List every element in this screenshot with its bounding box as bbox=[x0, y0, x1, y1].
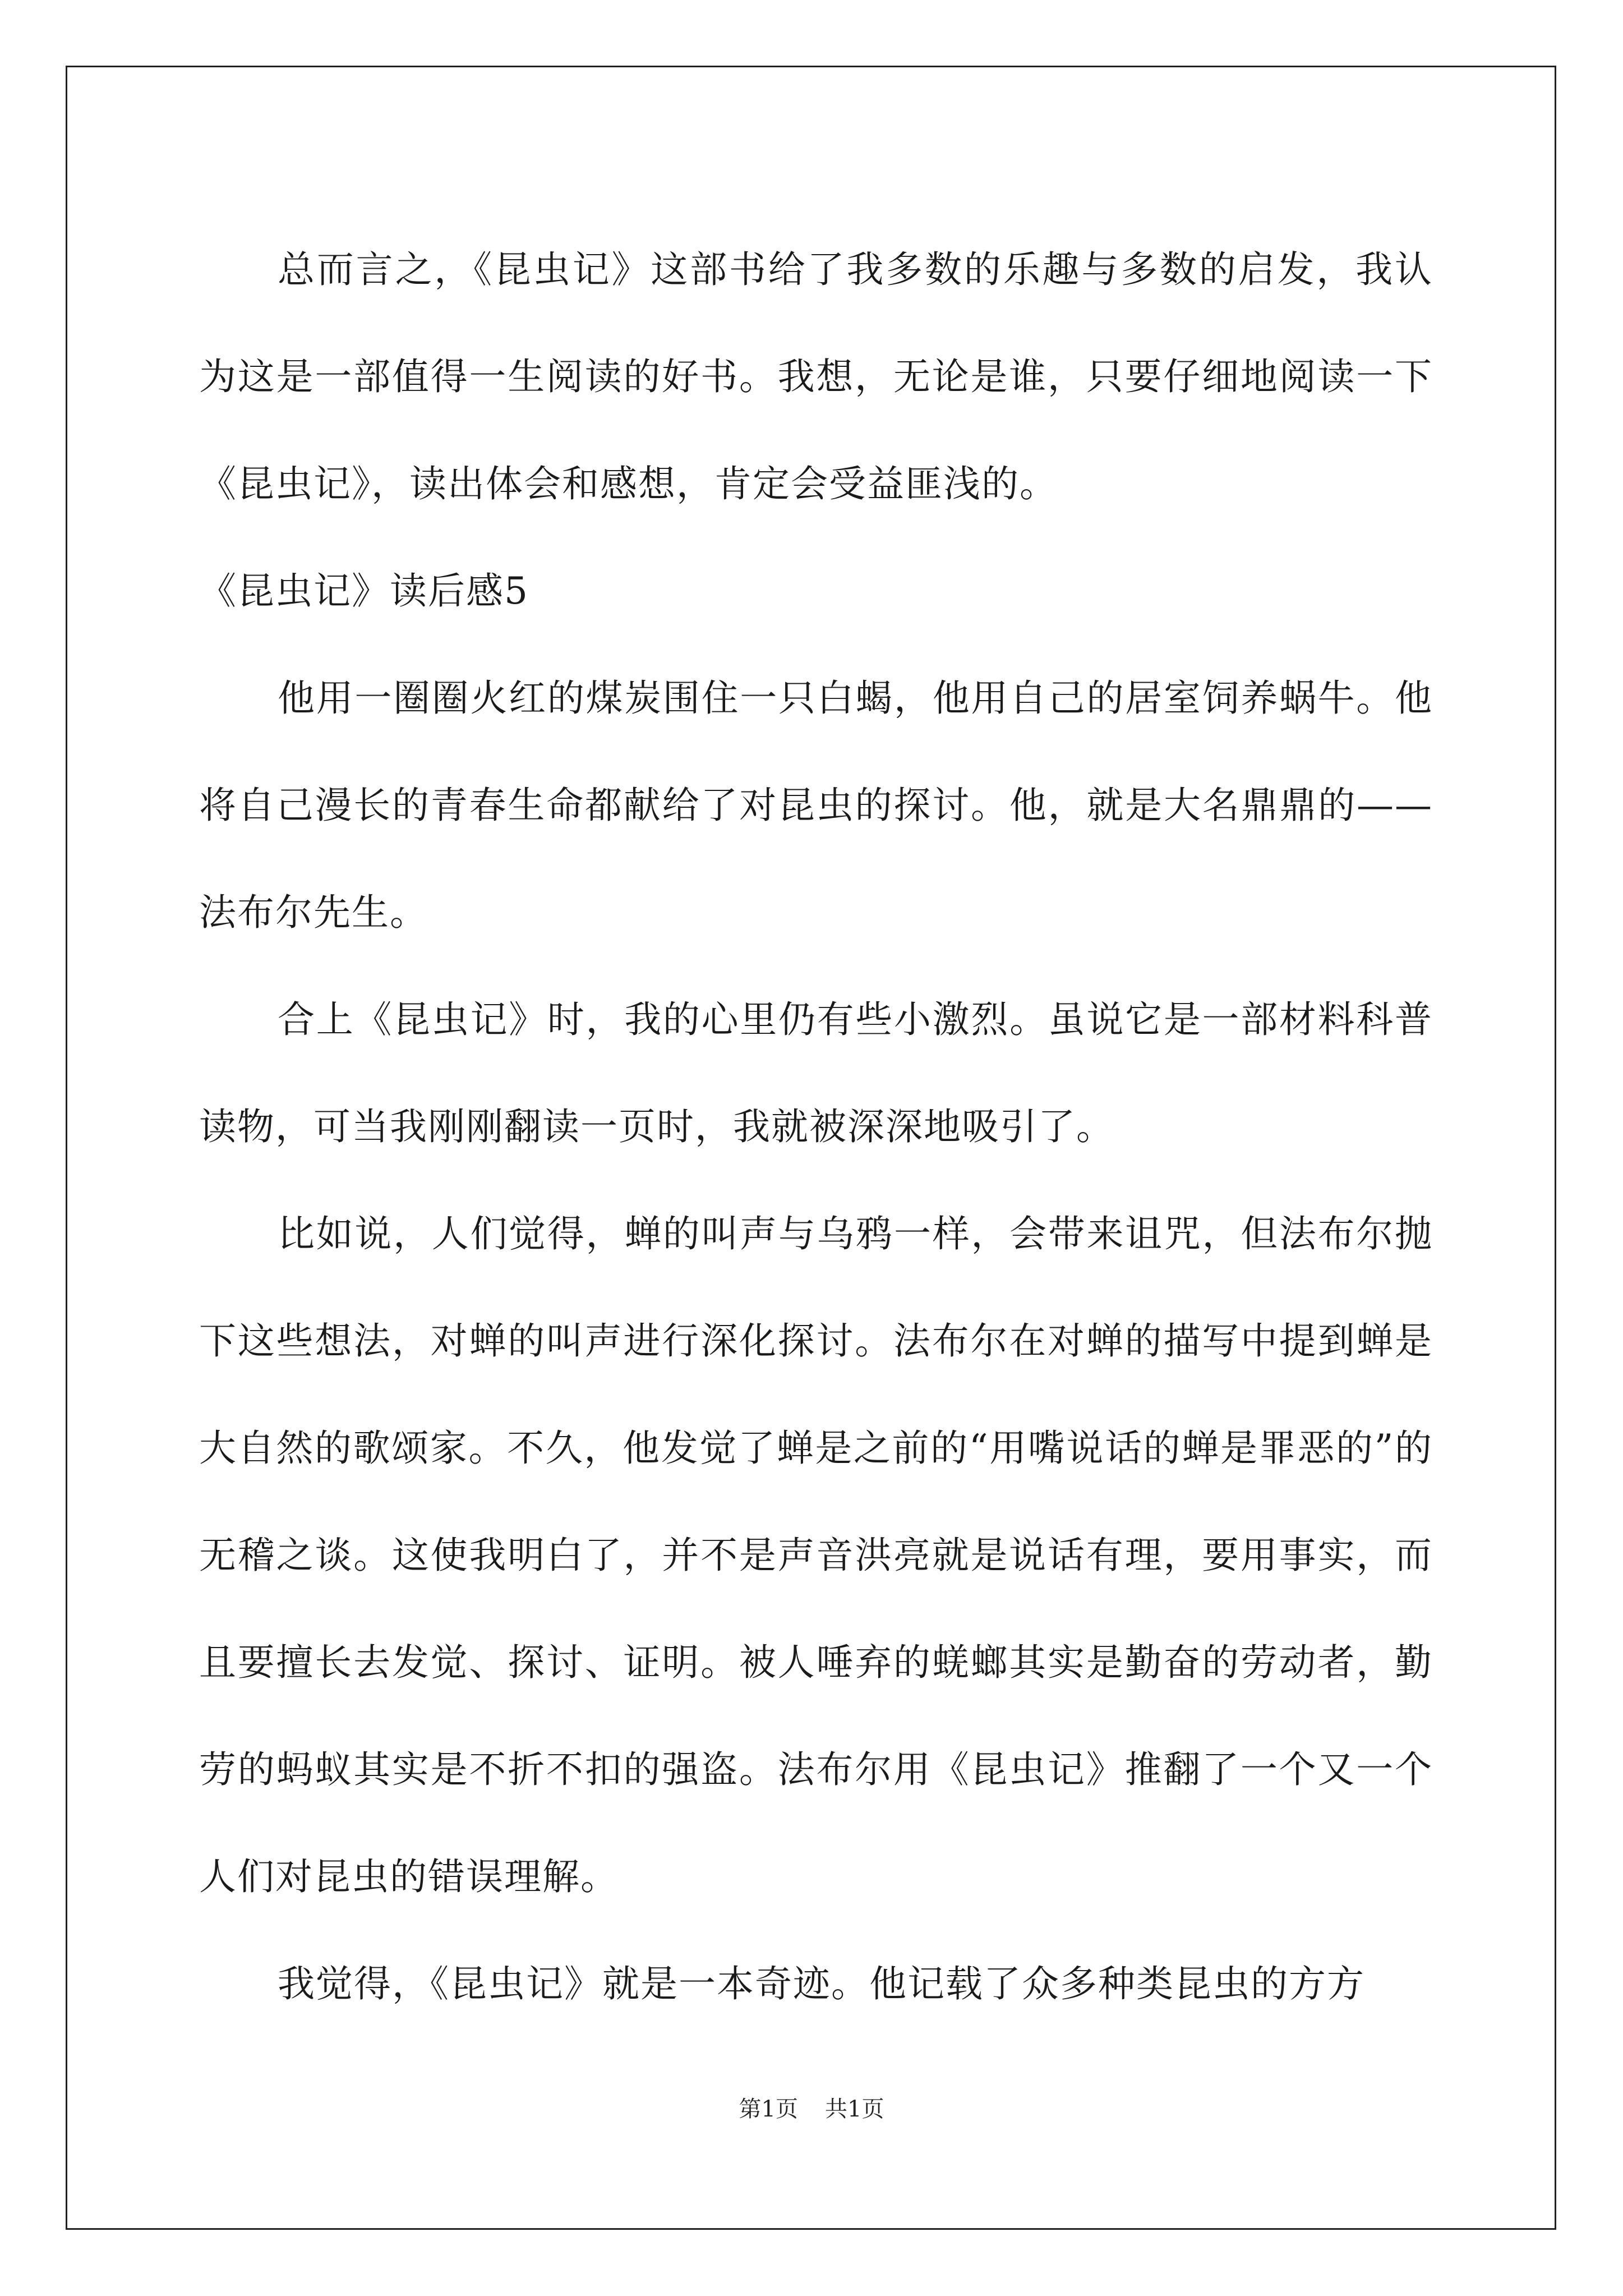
paragraph-intro: 他用一圈圈火红的煤炭围住一只白蝎，他用自己的居室饲养蜗牛。他将自己漫长的青春生命都献给了对昆虫的探讨。他，就是大名鼎鼎的——法布尔先生。 bbox=[199, 677, 1433, 934]
paragraph-conclusion: 总而言之，《昆虫记》这部书给了我多数的乐趣与多数的启发，我认为这是一部值得一生阅读的好书。我想，无论是谁，只要仔细地阅读一下《昆虫记》，读出体会和感想，肯定会受益匪浅的。 bbox=[199, 248, 1433, 505]
page-total: 共1页 bbox=[825, 2096, 884, 2122]
document-body bbox=[199, 216, 1433, 2037]
section-heading: 《昆虫记》读后感5 bbox=[199, 569, 529, 613]
page-number: 第1页 bbox=[739, 2096, 798, 2122]
paragraph-impression: 合上《昆虫记》时，我的心里仍有些小激烈。虽说它是一部材料科普读物，可当我刚刚翻读一页时，我就被深深地吸引了。 bbox=[199, 998, 1433, 1148]
paragraph-miracle: 我觉得，《昆虫记》就是一本奇迹。他记载了众多种类昆虫的方方 bbox=[278, 1962, 1365, 2005]
page-footer bbox=[0, 2091, 1623, 2123]
paragraph-example: 比如说，人们觉得，蝉的叫声与乌鸦一样，会带来诅咒，但法布尔抛下这些想法，对蝉的叫声进行深化探讨。法布尔在对蝉的描写中提到蝉是大自然的歌颂家。不久，他发觉了蝉是之前的“用嘴说话的蝉是罪恶的”的无稽之谈。这使我明白了，并不是声音洪亮就是说话有理，要用事实，而且要擅长去发觉、探讨、证明。被人唾弃的蜣螂其实是勤奋的劳动者，勤劳的蚂蚁其实是不折不扣的强盗。法布尔用《昆虫记》推翻了一个又一个人们对昆虫的错误理解。 bbox=[199, 1212, 1433, 1898]
